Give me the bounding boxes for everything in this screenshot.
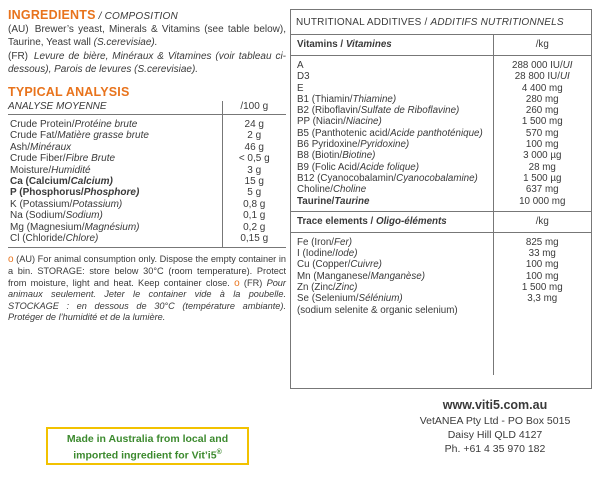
trace-row <box>291 293 591 304</box>
vitamin-row <box>291 105 591 116</box>
vitamin-value <box>493 139 591 150</box>
trace-value: 3,3 mg <box>493 293 591 304</box>
vitamins-header-en: Vitamins / <box>297 39 346 50</box>
notes-fr-text: Pour animaux seulement. Jeter le container vide à la poubelle. STOCKAGE : en dessous de 30°C (température ambiante). Protéger de l’humidité et de la lumière. <box>8 277 286 323</box>
nutrient-value: 5 g <box>222 187 286 198</box>
vitamin-name <box>291 162 493 173</box>
nutrient-value: 3 g <box>222 165 286 176</box>
vitamin-en: B6 Pyridoxine/ <box>297 139 361 151</box>
vitamin-name <box>291 150 493 161</box>
trace-elements-table <box>291 212 591 375</box>
trace-header-fr: Oligo-éléments <box>375 215 447 227</box>
ingredients-heading <box>8 8 286 22</box>
vitamin-fr: Sulfate de Riboflavine) <box>360 105 460 117</box>
notes-fr-tag: (FR) <box>243 277 263 288</box>
ingredients-fr <box>8 50 286 76</box>
vitamin-en: A <box>297 60 304 71</box>
vitamin-name <box>291 94 493 105</box>
nutrient-fr: Sodium) <box>65 210 103 222</box>
bullet-icon: o <box>8 254 14 266</box>
vitamin-amount: 288 000 IU/ <box>512 60 563 71</box>
analysis-row <box>8 165 286 176</box>
vitamin-en: B12 (Cyanocobalamin/ <box>297 172 397 184</box>
vitamin-row <box>291 128 591 139</box>
vitamin-value <box>493 56 591 72</box>
nutritional-additives-box <box>290 9 592 389</box>
made-in-australia-badge <box>46 427 249 465</box>
vitamin-name <box>291 196 493 212</box>
trace-value: 100 mg <box>493 271 591 282</box>
vitamin-amount: 1 500 µg <box>523 172 562 184</box>
vitamin-name <box>291 128 493 139</box>
nutrient-en: Ca (Calcium/ <box>10 176 71 188</box>
analysis-nutrient <box>8 165 222 176</box>
trace-row <box>291 271 591 282</box>
analysis-row <box>8 233 286 248</box>
nutrient-en: Crude Fiber/ <box>10 153 66 165</box>
nutrient-value: 0,15 g <box>222 233 286 248</box>
vitamin-en: B5 (Panthotenic acid/ <box>297 127 391 139</box>
vitamins-header-fr: Vitamines <box>345 39 392 50</box>
nutrient-fr: Humidité <box>51 164 91 176</box>
vitamin-value <box>493 173 591 184</box>
trace-fr: Fer) <box>334 236 352 248</box>
vitamin-value <box>493 162 591 173</box>
trace-row <box>291 282 591 293</box>
analysis-row <box>8 199 286 210</box>
vitamin-name <box>291 139 493 150</box>
analysis-nutrient <box>8 176 222 187</box>
analysis-table <box>8 101 286 248</box>
vitamin-amount: 260 mg <box>525 105 559 117</box>
nutrient-en: P (Phosphorus/ <box>10 187 84 199</box>
vitamin-row <box>291 139 591 150</box>
vitamin-fr: Pyridoxine) <box>360 139 410 151</box>
nutritional-title-fr: ADDITIFS NUTRITIONNELS <box>430 17 564 28</box>
storage-notes <box>8 254 286 324</box>
trace-row <box>291 259 591 270</box>
trace-row <box>291 248 591 259</box>
analysis-nutrient <box>8 142 222 153</box>
vitamin-en: B1 (Thiamin/ <box>297 93 353 105</box>
vitamin-value <box>493 150 591 161</box>
vitamin-amount: 10 000 mg <box>519 195 566 207</box>
nutrient-en: Mg (Magnesium/ <box>10 221 85 233</box>
nutrient-en: Crude Fat/ <box>10 130 58 142</box>
vitamin-row <box>291 94 591 105</box>
analysis-row <box>8 130 286 141</box>
registered-mark: ® <box>216 449 222 456</box>
phone-number: Ph. +61 4 35 970 182 <box>444 443 546 455</box>
vitamin-name <box>291 173 493 184</box>
nutrient-value: 0,8 g <box>222 199 286 210</box>
nutrient-fr: Fibre Brute <box>65 153 116 165</box>
ingredients-fr-text: Levure de bière, Minéraux & Vitamines (voir tableau ci-dessous), Parois de levures (S.cerevisiae). <box>8 51 286 75</box>
vitamin-row <box>291 116 591 127</box>
nutrient-en: Ash/ <box>10 141 31 153</box>
vitamin-en: B2 (Riboflavin/ <box>297 105 361 117</box>
vitamin-fr: Taurine <box>334 195 370 207</box>
vitamin-row <box>291 184 591 195</box>
vitamin-value <box>493 105 591 116</box>
vitamin-en: PP (Niacin/ <box>297 116 346 128</box>
nutrient-fr: Calcium) <box>70 176 113 188</box>
analysis-row <box>8 222 286 233</box>
vitamin-value <box>493 128 591 139</box>
trace-note-empty <box>493 305 591 375</box>
nutrient-value: 0,1 g <box>222 210 286 221</box>
vitamin-value <box>493 196 591 212</box>
nutrient-fr: Protéine brute <box>74 119 138 130</box>
trace-header <box>291 212 493 233</box>
trace-fr: Cuivre) <box>350 259 382 271</box>
vitamin-row <box>291 196 591 212</box>
trace-en: I (Iodine/ <box>297 248 336 260</box>
vitamin-fr: Cyanocobalamine) <box>396 172 478 184</box>
trace-name <box>291 248 493 259</box>
nutrient-value: 0,2 g <box>222 222 286 233</box>
website-link[interactable]: www.viti5.com.au <box>442 398 548 412</box>
vitamin-amount: 100 mg <box>525 139 559 151</box>
vitamin-en: B8 (Biotin/ <box>297 150 343 162</box>
nutrient-en: Moisture/ <box>10 164 52 176</box>
analysis-nutrient <box>8 187 222 198</box>
vitamin-row <box>291 173 591 184</box>
nutrient-fr: Magnésium) <box>84 221 140 233</box>
analysis-header-row <box>8 101 286 115</box>
vitamin-amount: 570 mg <box>525 127 559 139</box>
vitamin-en: D3 <box>297 71 310 83</box>
vitamin-name <box>291 83 493 94</box>
trace-en: Mn (Manganese/ <box>297 270 371 282</box>
vitamin-fr: Thiamine) <box>352 93 397 105</box>
made-in-line2-wrap <box>52 446 243 463</box>
vitamin-row <box>291 56 591 72</box>
nutrient-value: 15 g <box>222 176 286 187</box>
trace-row <box>291 232 591 248</box>
nutritional-title <box>291 10 591 35</box>
made-in-line1: Made in Australia from local and <box>66 433 229 445</box>
ingredients-title: INGREDIENTS <box>8 8 96 22</box>
bullet-icon: o <box>234 277 240 289</box>
vitamin-amount: 1 500 mg <box>521 116 563 128</box>
vitamin-value <box>493 116 591 127</box>
ingredients-subtitle: / COMPOSITION <box>98 11 178 22</box>
vitamin-row <box>291 150 591 161</box>
vitamin-row <box>291 71 591 82</box>
nutrient-value: 46 g <box>222 142 286 153</box>
trace-header-row <box>291 212 591 233</box>
trace-en: Cu (Copper/ <box>297 259 351 271</box>
trace-fr: Manganèse) <box>370 270 425 282</box>
vitamin-fr: Niacine) <box>345 116 382 128</box>
trace-value: 100 mg <box>493 259 591 270</box>
vitamin-amount: 3 000 µg <box>523 150 562 162</box>
vitamin-amount: 637 mg <box>525 184 559 196</box>
nutrient-value: 24 g <box>222 115 286 131</box>
trace-value: 33 mg <box>493 248 591 259</box>
nutrient-fr: Potassium) <box>72 198 123 210</box>
analysis-row <box>8 142 286 153</box>
nutrient-en: K (Potassium/ <box>10 198 73 210</box>
trace-fr: Iode) <box>335 248 358 260</box>
au-tag: (AU) <box>8 24 29 35</box>
vitamin-unit-fr: UI <box>559 71 570 83</box>
analysis-nutrient <box>8 130 222 141</box>
vitamin-fr: Acide panthoténique) <box>390 127 483 139</box>
vitamin-value <box>493 83 591 94</box>
vitamin-en: Choline/ <box>297 184 333 196</box>
vitamin-unit-fr: UI <box>562 60 573 71</box>
city-line: Daisy Hill QLD 4127 <box>447 429 543 441</box>
trace-value: 825 mg <box>493 232 591 248</box>
vitamins-header-row <box>291 35 591 56</box>
nutrient-fr: Chlore) <box>65 233 99 245</box>
trace-name <box>291 232 493 248</box>
vitamin-row <box>291 162 591 173</box>
analysis-nutrient <box>8 153 222 164</box>
analysis-nutrient <box>8 233 222 248</box>
vitamin-fr: Biotine) <box>342 150 376 162</box>
vitamin-en: B9 (Folic Acid/ <box>297 161 360 173</box>
analysis-nutrient <box>8 210 222 221</box>
vitamins-table <box>291 35 591 212</box>
vitamin-en: Taurine/ <box>297 195 335 207</box>
analysis-subtitle: ANALYSE MOYENNE <box>8 101 222 115</box>
notes-au-tag: (AU) <box>16 254 36 265</box>
nutrient-en: Crude Protein/ <box>10 119 75 130</box>
vitamin-en: E <box>297 82 304 94</box>
trace-unit: /kg <box>493 212 591 233</box>
analysis-row <box>8 210 286 221</box>
vitamins-header <box>291 35 493 56</box>
contact-block <box>395 398 595 456</box>
trace-name <box>291 293 493 304</box>
vitamin-name <box>291 116 493 127</box>
trace-name <box>291 259 493 270</box>
ingredients-au-species: (S.cerevisiae). <box>93 37 158 48</box>
vitamin-fr: Acide folique) <box>359 161 419 173</box>
made-in-line2: imported ingredient for Vit’i5 <box>73 449 217 462</box>
company-address: VetANEA Pty Ltd - PO Box 5015 <box>419 415 571 427</box>
notes-au-text: For animal consumption only. Dispose the empty container in a bin. STORAGE: store below 30°C (room temperature). Protect from moisture, light and heat. Keep container close. <box>8 254 286 288</box>
vitamin-name <box>291 105 493 116</box>
trace-fr: Zinc) <box>335 282 358 294</box>
trace-value: 1 500 mg <box>493 282 591 293</box>
vitamin-value <box>493 71 591 82</box>
nutrient-fr: Matière grasse brute <box>57 130 149 142</box>
ingredients-au-text: Brewer’s yeast, Minerals & Vitamins (see table below), Taurine, Yeast wall <box>8 24 286 48</box>
trace-en: Zn (Zinc/ <box>297 282 336 294</box>
vitamin-amount: 28 mg <box>528 161 556 173</box>
analysis-row <box>8 115 286 131</box>
nutrient-en: Na (Sodium/ <box>10 210 66 222</box>
vitamin-row <box>291 83 591 94</box>
trace-header-en: Trace elements / <box>297 215 376 227</box>
analysis-heading: TYPICAL ANALYSIS <box>8 85 130 99</box>
analysis-row <box>8 176 286 187</box>
nutrient-fr: Phosphore) <box>83 187 140 199</box>
trace-name <box>291 271 493 282</box>
vitamin-amount: 280 mg <box>525 93 559 105</box>
vitamins-unit: /kg <box>493 35 591 56</box>
vitamin-amount: 28 800 IU/ <box>514 71 560 83</box>
trace-note-row <box>291 305 591 375</box>
nutritional-title-en: NUTRITIONAL ADDITIVES / <box>296 17 431 28</box>
analysis-nutrient <box>8 199 222 210</box>
analysis-row <box>8 153 286 164</box>
ingredients-au <box>8 23 286 49</box>
vitamin-name <box>291 184 493 195</box>
analysis-nutrient <box>8 115 222 131</box>
vitamin-amount: 4 400 mg <box>521 82 563 94</box>
analysis-unit: /100 g <box>222 101 286 115</box>
nutrient-en: Cl (Chloride/ <box>10 233 66 245</box>
nutrient-value: 2 g <box>222 130 286 141</box>
vitamin-fr: Choline <box>332 184 367 196</box>
analysis-nutrient <box>8 222 222 233</box>
fr-tag: (FR) <box>8 51 28 62</box>
trace-en: Se (Selenium/ <box>297 293 359 305</box>
nutrient-fr: Minéraux <box>30 141 72 153</box>
vitamin-value <box>493 184 591 195</box>
vitamin-name <box>291 71 493 82</box>
trace-note: (sodium selenite & organic selenium) <box>297 304 458 316</box>
vitamin-value <box>493 94 591 105</box>
nutrient-value: < 0,5 g <box>222 153 286 164</box>
trace-en: Fe (Iron/ <box>297 236 335 248</box>
left-column <box>8 8 286 324</box>
trace-name <box>291 282 493 293</box>
vitamin-name <box>291 56 493 72</box>
analysis-row <box>8 187 286 198</box>
trace-fr: Sélénium) <box>358 293 403 305</box>
